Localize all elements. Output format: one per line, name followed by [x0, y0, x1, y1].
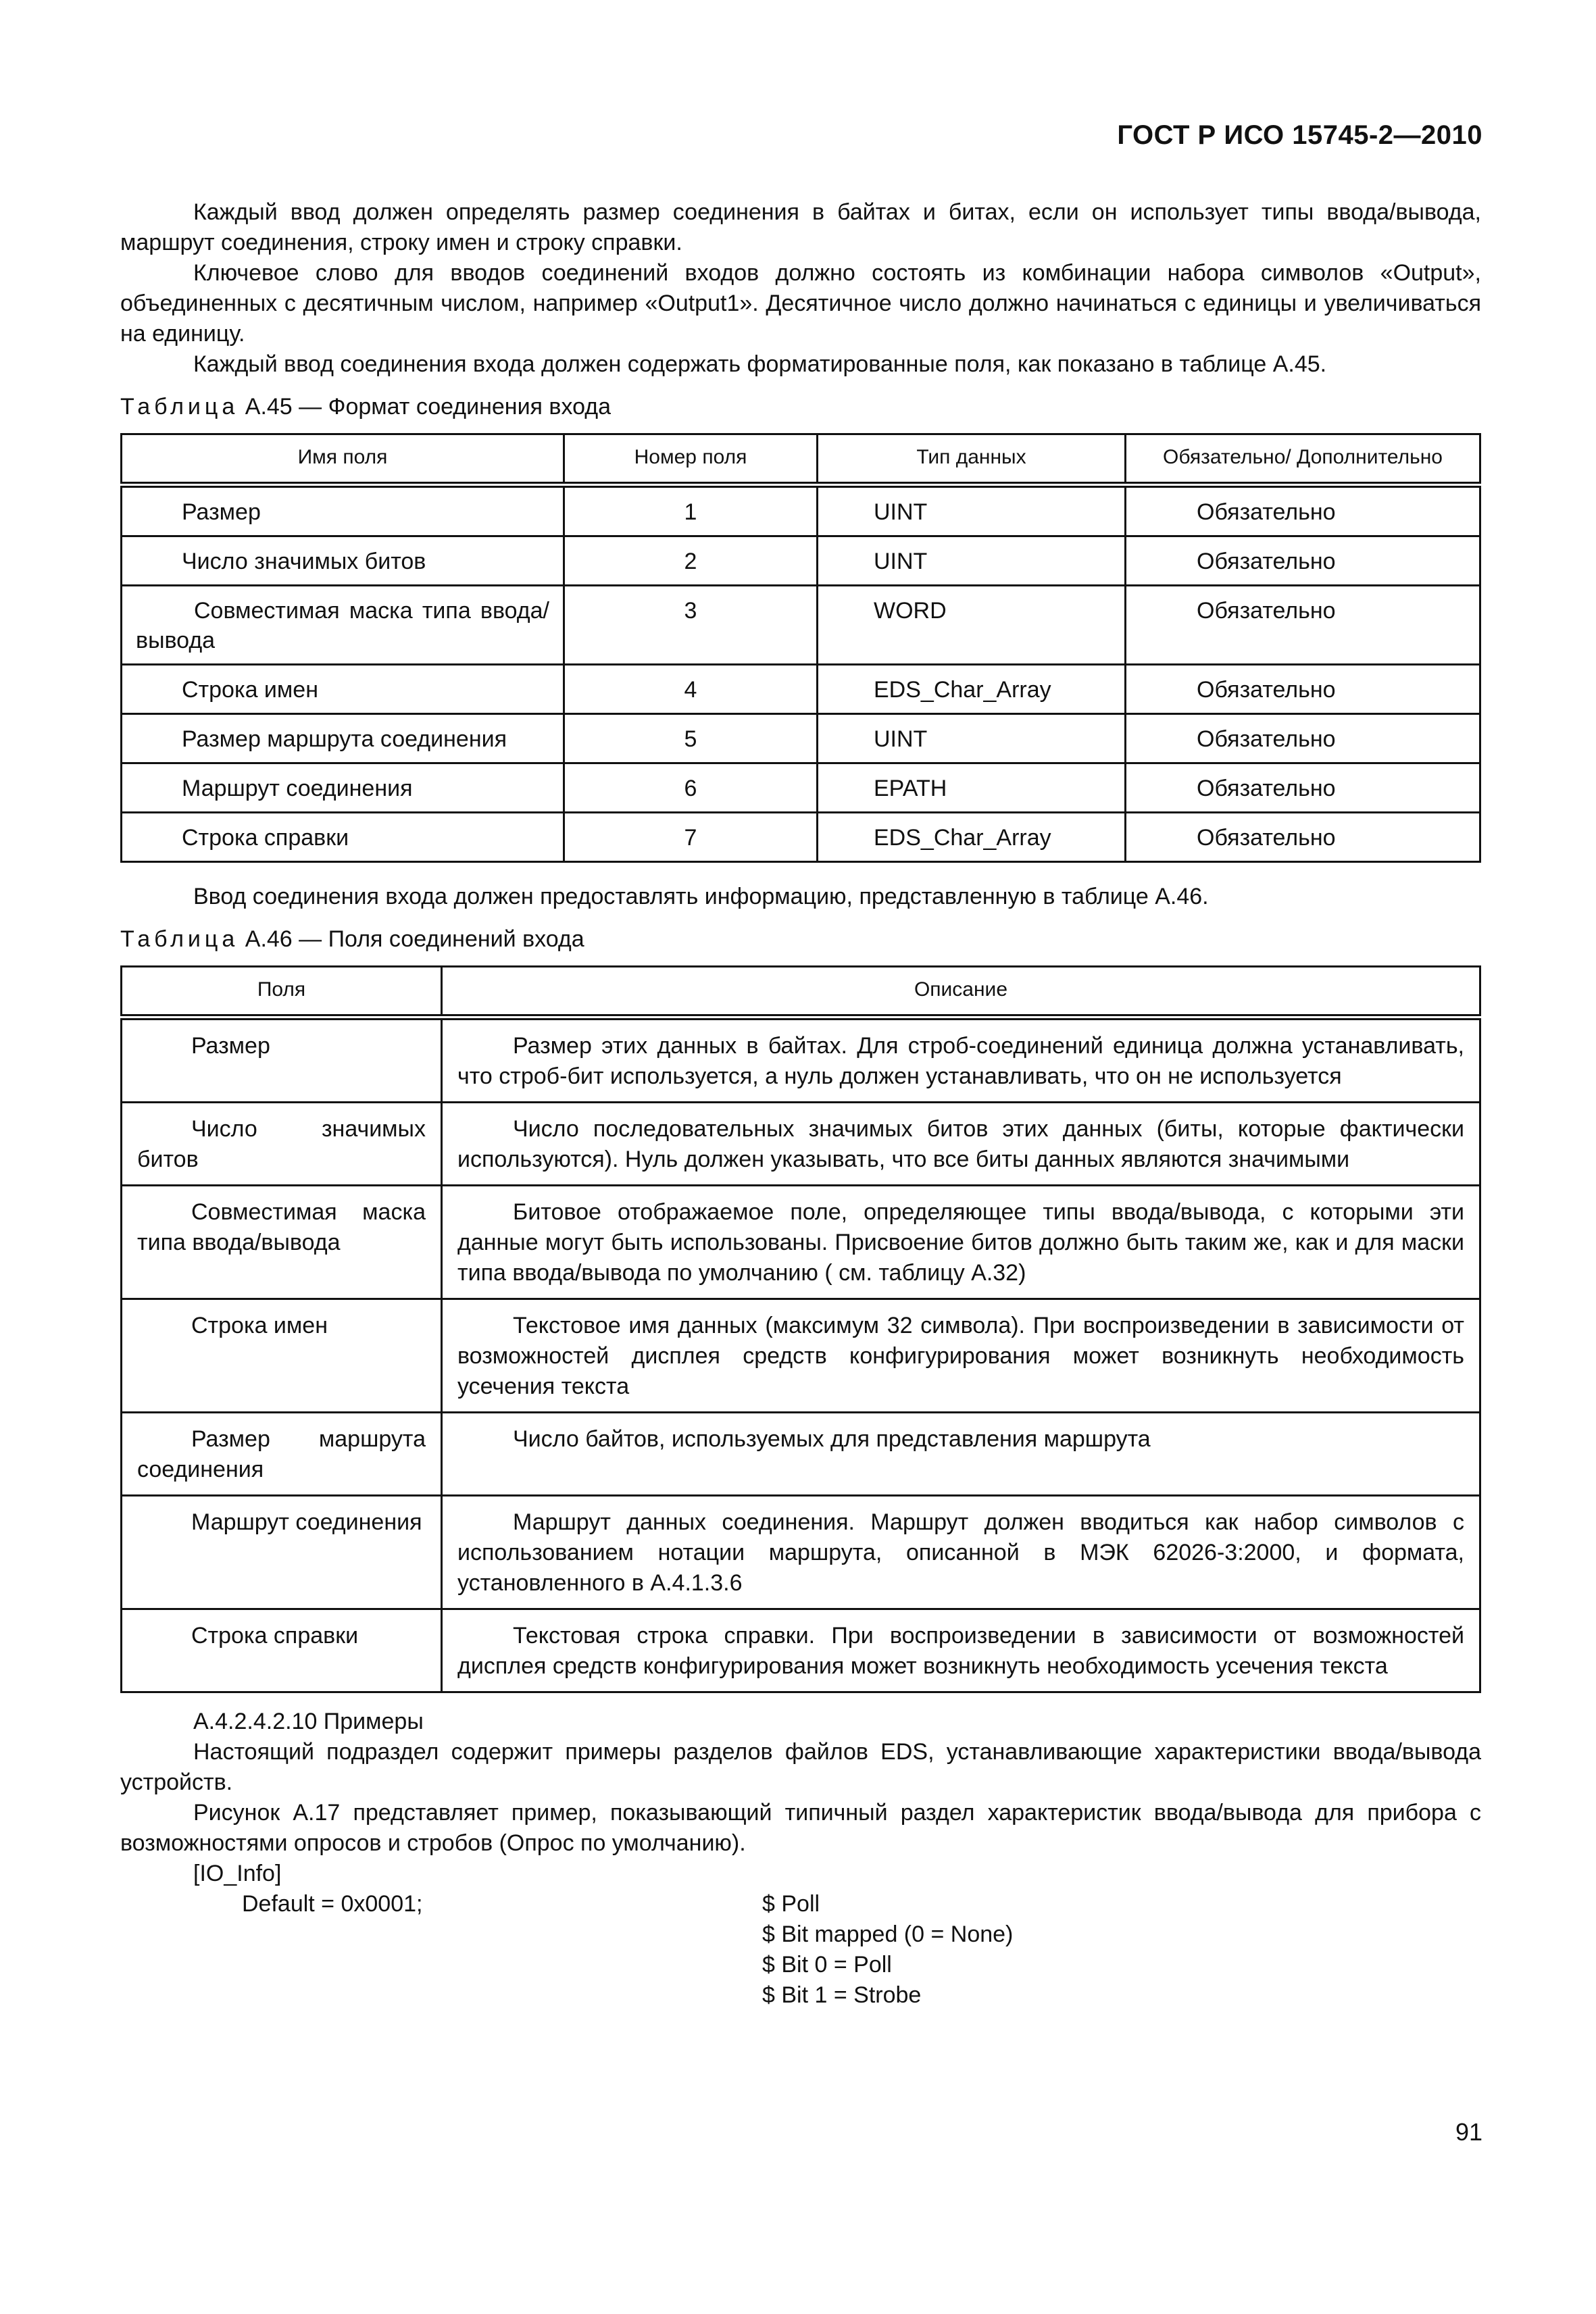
cell-description: Маршрут данных соединения. Маршрут должен вводиться как набор символов с использованием нотации маршрута, описанной в МЭК 62026-3:2000, и формата, установленного в А.4.1.3.6: [442, 1496, 1480, 1609]
cell-required: Обязательно: [1126, 763, 1480, 813]
cell-field: Совместимая маска типа ввода/вывода: [122, 1186, 442, 1299]
cell-field-name: Строка справки: [122, 813, 564, 862]
table-row: [122, 1299, 1480, 1413]
col-header-fields: Поля: [122, 967, 442, 1017]
table-row: [122, 665, 1480, 714]
cell-required: Обязательно: [1126, 714, 1480, 763]
cell-description: Число последовательных значимых битов этих данных (биты, которые фактически используются). Нуль должен указывать, что все биты данных являются значимыми: [442, 1103, 1480, 1186]
cell-field: Размер: [122, 1017, 442, 1103]
table-row: [122, 763, 1480, 813]
table-row: [122, 1103, 1480, 1186]
between-tables-paragraph: Ввод соединения входа должен предоставлять информацию, представленную в таблице А.46.: [193, 884, 1209, 909]
code-line-section: [120, 1859, 1481, 1889]
table-row: [122, 586, 1480, 665]
code-comment: $ Bit 1 = Strobe: [762, 1982, 922, 2008]
cell-field-name: Маршрут соединения: [122, 763, 564, 813]
cell-field-number: 1: [564, 485, 818, 536]
table-a45-header-row: [122, 434, 1480, 485]
table-row: [122, 1017, 1480, 1103]
cell-required: Обязательно: [1126, 665, 1480, 714]
table-row: [122, 536, 1480, 586]
intro-paragraph-1: Каждый ввод должен определять размер соединения в байтах и битах, если он использует типы ввода/вывода, маршрут соединения, строку имен и строку справки.: [120, 199, 1481, 255]
cell-field-name: Строка имен: [122, 665, 564, 714]
table-a45: [120, 433, 1481, 863]
cell-required: Обязательно: [1126, 586, 1480, 665]
cell-field: Число значимых битов: [122, 1103, 442, 1186]
table-row: [122, 1609, 1480, 1692]
cell-field-number: 5: [564, 714, 818, 763]
cell-description: Текстовое имя данных (максимум 32 символа). При воспроизведении в зависимости от возможностей дисплея средств конфигурирования может возникнуть необходимость усечения текста: [442, 1299, 1480, 1413]
col-header-field-name: Имя поля: [122, 434, 564, 485]
cell-required: Обязательно: [1126, 485, 1480, 536]
table-row: [122, 1413, 1480, 1496]
col-header-field-number: Номер поля: [564, 434, 818, 485]
page-number: 91: [1455, 2118, 1482, 2146]
code-line-comment: [120, 1980, 1481, 2011]
cell-field-name: Совместимая маска типа ввода/вывода: [122, 586, 564, 665]
code-comment: $ Bit mapped (0 = None): [762, 1921, 1014, 1947]
table-row: [122, 813, 1480, 862]
cell-field: Строка справки: [122, 1609, 442, 1692]
cell-description: Битовое отображаемое поле, определяющее типы ввода/вывода, с которыми эти данные могут быть использованы. Присвоение битов должно быть таким же, как и для маски типа ввода/вывода по умолчанию ( см. таблицу А.32): [442, 1186, 1480, 1299]
code-comment: $ Bit 0 = Poll: [762, 1952, 892, 1978]
code-comment: $ Poll: [762, 1891, 820, 1917]
code-line-comment: [120, 1950, 1481, 1980]
cell-data-type: EDS_Char_Array: [818, 665, 1126, 714]
cell-description: Текстовая строка справки. При воспроизведении в зависимости от возможностей дисплея средств конфигурирования может возникнуть необходимость усечения текста: [442, 1609, 1480, 1692]
table-row: [122, 485, 1480, 536]
intro-paragraph-3: Каждый ввод соединения входа должен содержать форматированные поля, как показано в таблице А.45.: [193, 351, 1327, 377]
cell-required: Обязательно: [1126, 536, 1480, 586]
cell-field: Маршрут соединения: [122, 1496, 442, 1609]
cell-field-number: 4: [564, 665, 818, 714]
document-standard-header: ГОСТ Р ИСО 15745-2—2010: [1117, 120, 1482, 150]
cell-field-name: Размер: [122, 485, 564, 536]
cell-field-number: 7: [564, 813, 818, 862]
cell-field-name: Размер маршрута соединения: [122, 714, 564, 763]
cell-data-type: UINT: [818, 485, 1126, 536]
cell-data-type: EPATH: [818, 763, 1126, 813]
cell-required: Обязательно: [1126, 813, 1480, 862]
table-row: [122, 1186, 1480, 1299]
table-a46: [120, 965, 1481, 1693]
cell-data-type: EDS_Char_Array: [818, 813, 1126, 862]
table-a46-header-row: [122, 967, 1480, 1017]
table-a46-caption: Таблица А.46 — Поля соединений входа: [120, 926, 584, 952]
cell-field-name: Число значимых битов: [122, 536, 564, 586]
cell-field: Размер маршрута соединения: [122, 1413, 442, 1496]
examples-heading: А.4.2.4.2.10 Примеры: [193, 1709, 424, 1734]
col-header-required-optional: Обязательно/ Дополнительно: [1126, 434, 1480, 485]
cell-field: Строка имен: [122, 1299, 442, 1413]
code-section-name: [IO_Info]: [193, 1861, 282, 1886]
cell-field-number: 2: [564, 536, 818, 586]
page-content: [120, 197, 1481, 2011]
cell-description: Размер этих данных в байтах. Для строб-соединений единица должна устанавливать, что строб-бит используется, а нуль должен устанавливать, что он не используется: [442, 1017, 1480, 1103]
cell-data-type: UINT: [818, 536, 1126, 586]
cell-field-number: 6: [564, 763, 818, 813]
intro-paragraph-2: Ключевое слово для вводов соединений входов должно состоять из комбинации набора символов «Output», объединенных с десятичным числом, например «Output1». Десятичное число должно начинаться с единицы и увеличиваться на единицу.: [120, 260, 1481, 347]
cell-data-type: UINT: [818, 714, 1126, 763]
examples-paragraph-2: Рисунок А.17 представляет пример, показывающий типичный раздел характеристик ввода/вывода для прибора с возможностями опросов и стробов (Опрос по умолчанию).: [120, 1800, 1481, 1856]
col-header-description: Описание: [442, 967, 1480, 1017]
table-row: [122, 714, 1480, 763]
col-header-data-type: Тип данных: [818, 434, 1126, 485]
cell-field-number: 3: [564, 586, 818, 665]
examples-paragraph-1: Настоящий подраздел содержит примеры разделов файлов EDS, устанавливающие характеристики ввода/вывода устройств.: [120, 1739, 1481, 1795]
code-default-assignment: Default = 0x0001;: [242, 1891, 423, 1917]
code-line-comment: [120, 1919, 1481, 1950]
table-row: [122, 1496, 1480, 1609]
table-a45-caption: Таблица А.45 — Формат соединения входа: [120, 394, 612, 420]
cell-description: Число байтов, используемых для представления маршрута: [442, 1413, 1480, 1496]
cell-data-type: WORD: [818, 586, 1126, 665]
code-line-default: [120, 1889, 1481, 1919]
